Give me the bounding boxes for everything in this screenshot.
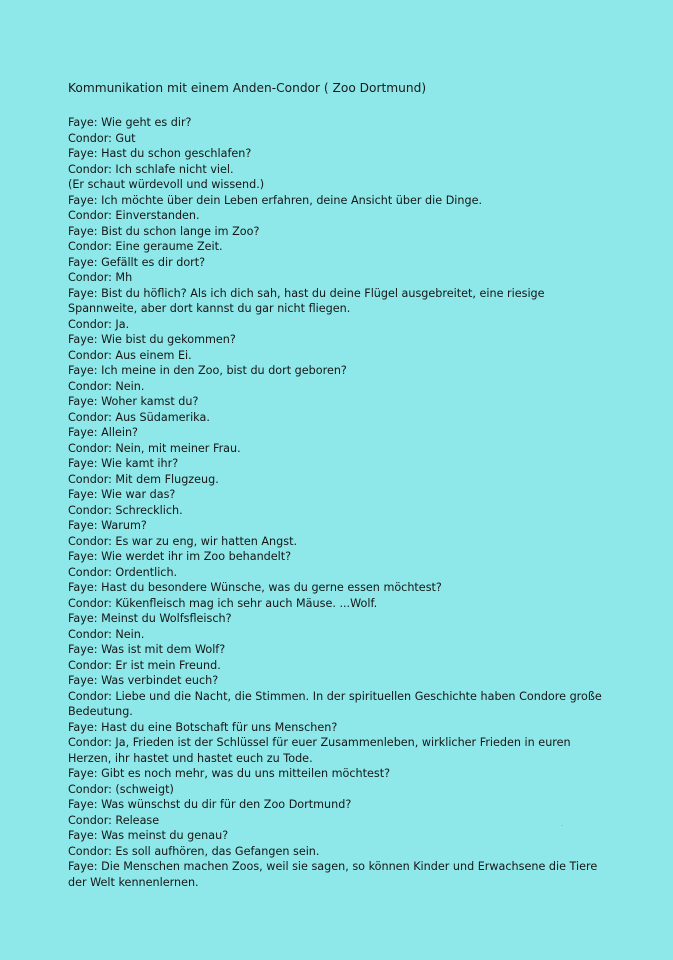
dialogue-line: (Er schaut würdevoll und wissend.) — [68, 178, 265, 191]
dialogue-line: Condor: Release — [68, 813, 160, 827]
dialogue-line: Faye: Woher kamst du? — [68, 395, 199, 408]
dialogue-line: Faye: Warum? — [68, 519, 147, 532]
dialogue-line: Faye: Was verbindet euch? — [68, 674, 219, 687]
dialogue-line: Condor: Liebe und die Nacht, die Stimmen. In der spirituellen Geschichte haben Condore große Bedeutung. — [68, 689, 602, 718]
dialogue-line: Condor: Ja. — [68, 317, 130, 331]
dialogue-line: Condor: Nein. — [68, 627, 145, 641]
dialogue-line: Faye: Wie bist du gekommen? — [68, 333, 236, 346]
dialogue-line: Faye: Was ist mit dem Wolf? — [68, 643, 226, 656]
dialogue-line: Faye: Bist du höflich? Als ich dich sah, hast du deine Flügel ausgebreitet, eine riesige Spannweite, aber dort kannst du gar nicht fliegen. — [68, 286, 545, 315]
dialogue-line: Condor: Es soll aufhören, das Gefangen sein. — [68, 844, 320, 858]
document-title: Kommunikation mit einem Anden-Condor ( Zoo Dortmund) — [68, 81, 427, 95]
dialogue-line: Faye: Gibt es noch mehr, was du uns mitteilen möchtest? — [68, 767, 391, 780]
dialogue-line: Faye: Ich meine in den Zoo, bist du dort geboren? — [68, 364, 347, 377]
dialogue-line: Condor: Ordentlich. — [68, 565, 178, 579]
dialogue-line: Faye: Was wünschst du dir für den Zoo Dortmund? — [68, 798, 352, 811]
dialogue-line: Faye: Was meinst du genau? — [68, 829, 229, 842]
dialogue-line: Condor: Kükenfleisch mag ich sehr auch Mäuse. ...Wolf. — [68, 596, 378, 610]
dialogue-line: Faye: Ich möchte über dein Leben erfahren, deine Ansicht über die Dinge. — [68, 193, 483, 207]
dialogue-line: Faye: Wie kamt ihr? — [68, 457, 179, 470]
dialogue-line: Faye: Die Menschen machen Zoos, weil sie sagen, so können Kinder und Erwachsene die Tiere der Welt kennenlernen. — [68, 860, 598, 889]
dialogue-line: Faye: Hast du besondere Wünsche, was du gerne essen möchtest? — [68, 581, 442, 594]
dialogue-line: Condor: Mh — [68, 271, 133, 284]
dialogue-line: Condor: Einverstanden. — [68, 209, 200, 222]
dialogue-line: Condor: Gut — [68, 131, 136, 145]
dialogue-line: Faye: Hast du schon geschlafen? — [68, 147, 252, 160]
dialogue-line: Condor: Mit dem Flugzeug. — [68, 472, 219, 486]
dialogue-line: Condor: Er ist mein Freund. — [68, 658, 221, 672]
dialogue-line: Condor: Eine geraume Zeit. — [68, 240, 223, 253]
dialogue-line: Condor: Nein, mit meiner Frau. — [68, 441, 241, 455]
dialogue-line: Condor: Nein. — [68, 379, 145, 393]
dialogue-line: Faye: Hast du eine Botschaft für uns Menschen? — [68, 720, 338, 734]
dialogue-line: Faye: Allein? — [68, 426, 138, 439]
dialogue-transcript — [68, 115, 608, 890]
dialogue-line: Faye: Wie geht es dir? — [68, 116, 192, 129]
dialogue-line: Condor: Ja, Frieden ist der Schlüssel für euer Zusammenleben, wirklicher Frieden in euren Herzen, ihr hastet und hastet euch zu Tode. — [68, 736, 571, 765]
dialogue-line: Condor: Aus einem Ei. — [68, 348, 192, 362]
paper-speck — [561, 825, 563, 826]
dialogue-line: Condor: Schrecklich. — [68, 503, 183, 517]
dialogue-line: Faye: Meinst du Wolfsfleisch? — [68, 612, 232, 625]
dialogue-line: Condor: Ich schlafe nicht viel. — [68, 162, 234, 176]
dialogue-line: Faye: Wie war das? — [68, 488, 176, 501]
dialogue-line: Condor: (schweigt) — [68, 782, 174, 796]
dialogue-line: Condor: Es war zu eng, wir hatten Angst. — [68, 534, 298, 548]
dialogue-line: Faye: Bist du schon lange im Zoo? — [68, 224, 260, 238]
dialogue-line: Faye: Gefällt es dir dort? — [68, 255, 206, 269]
dialogue-line: Faye: Wie werdet ihr im Zoo behandelt? — [68, 550, 292, 563]
dialogue-line: Condor: Aus Südamerika. — [68, 410, 210, 424]
